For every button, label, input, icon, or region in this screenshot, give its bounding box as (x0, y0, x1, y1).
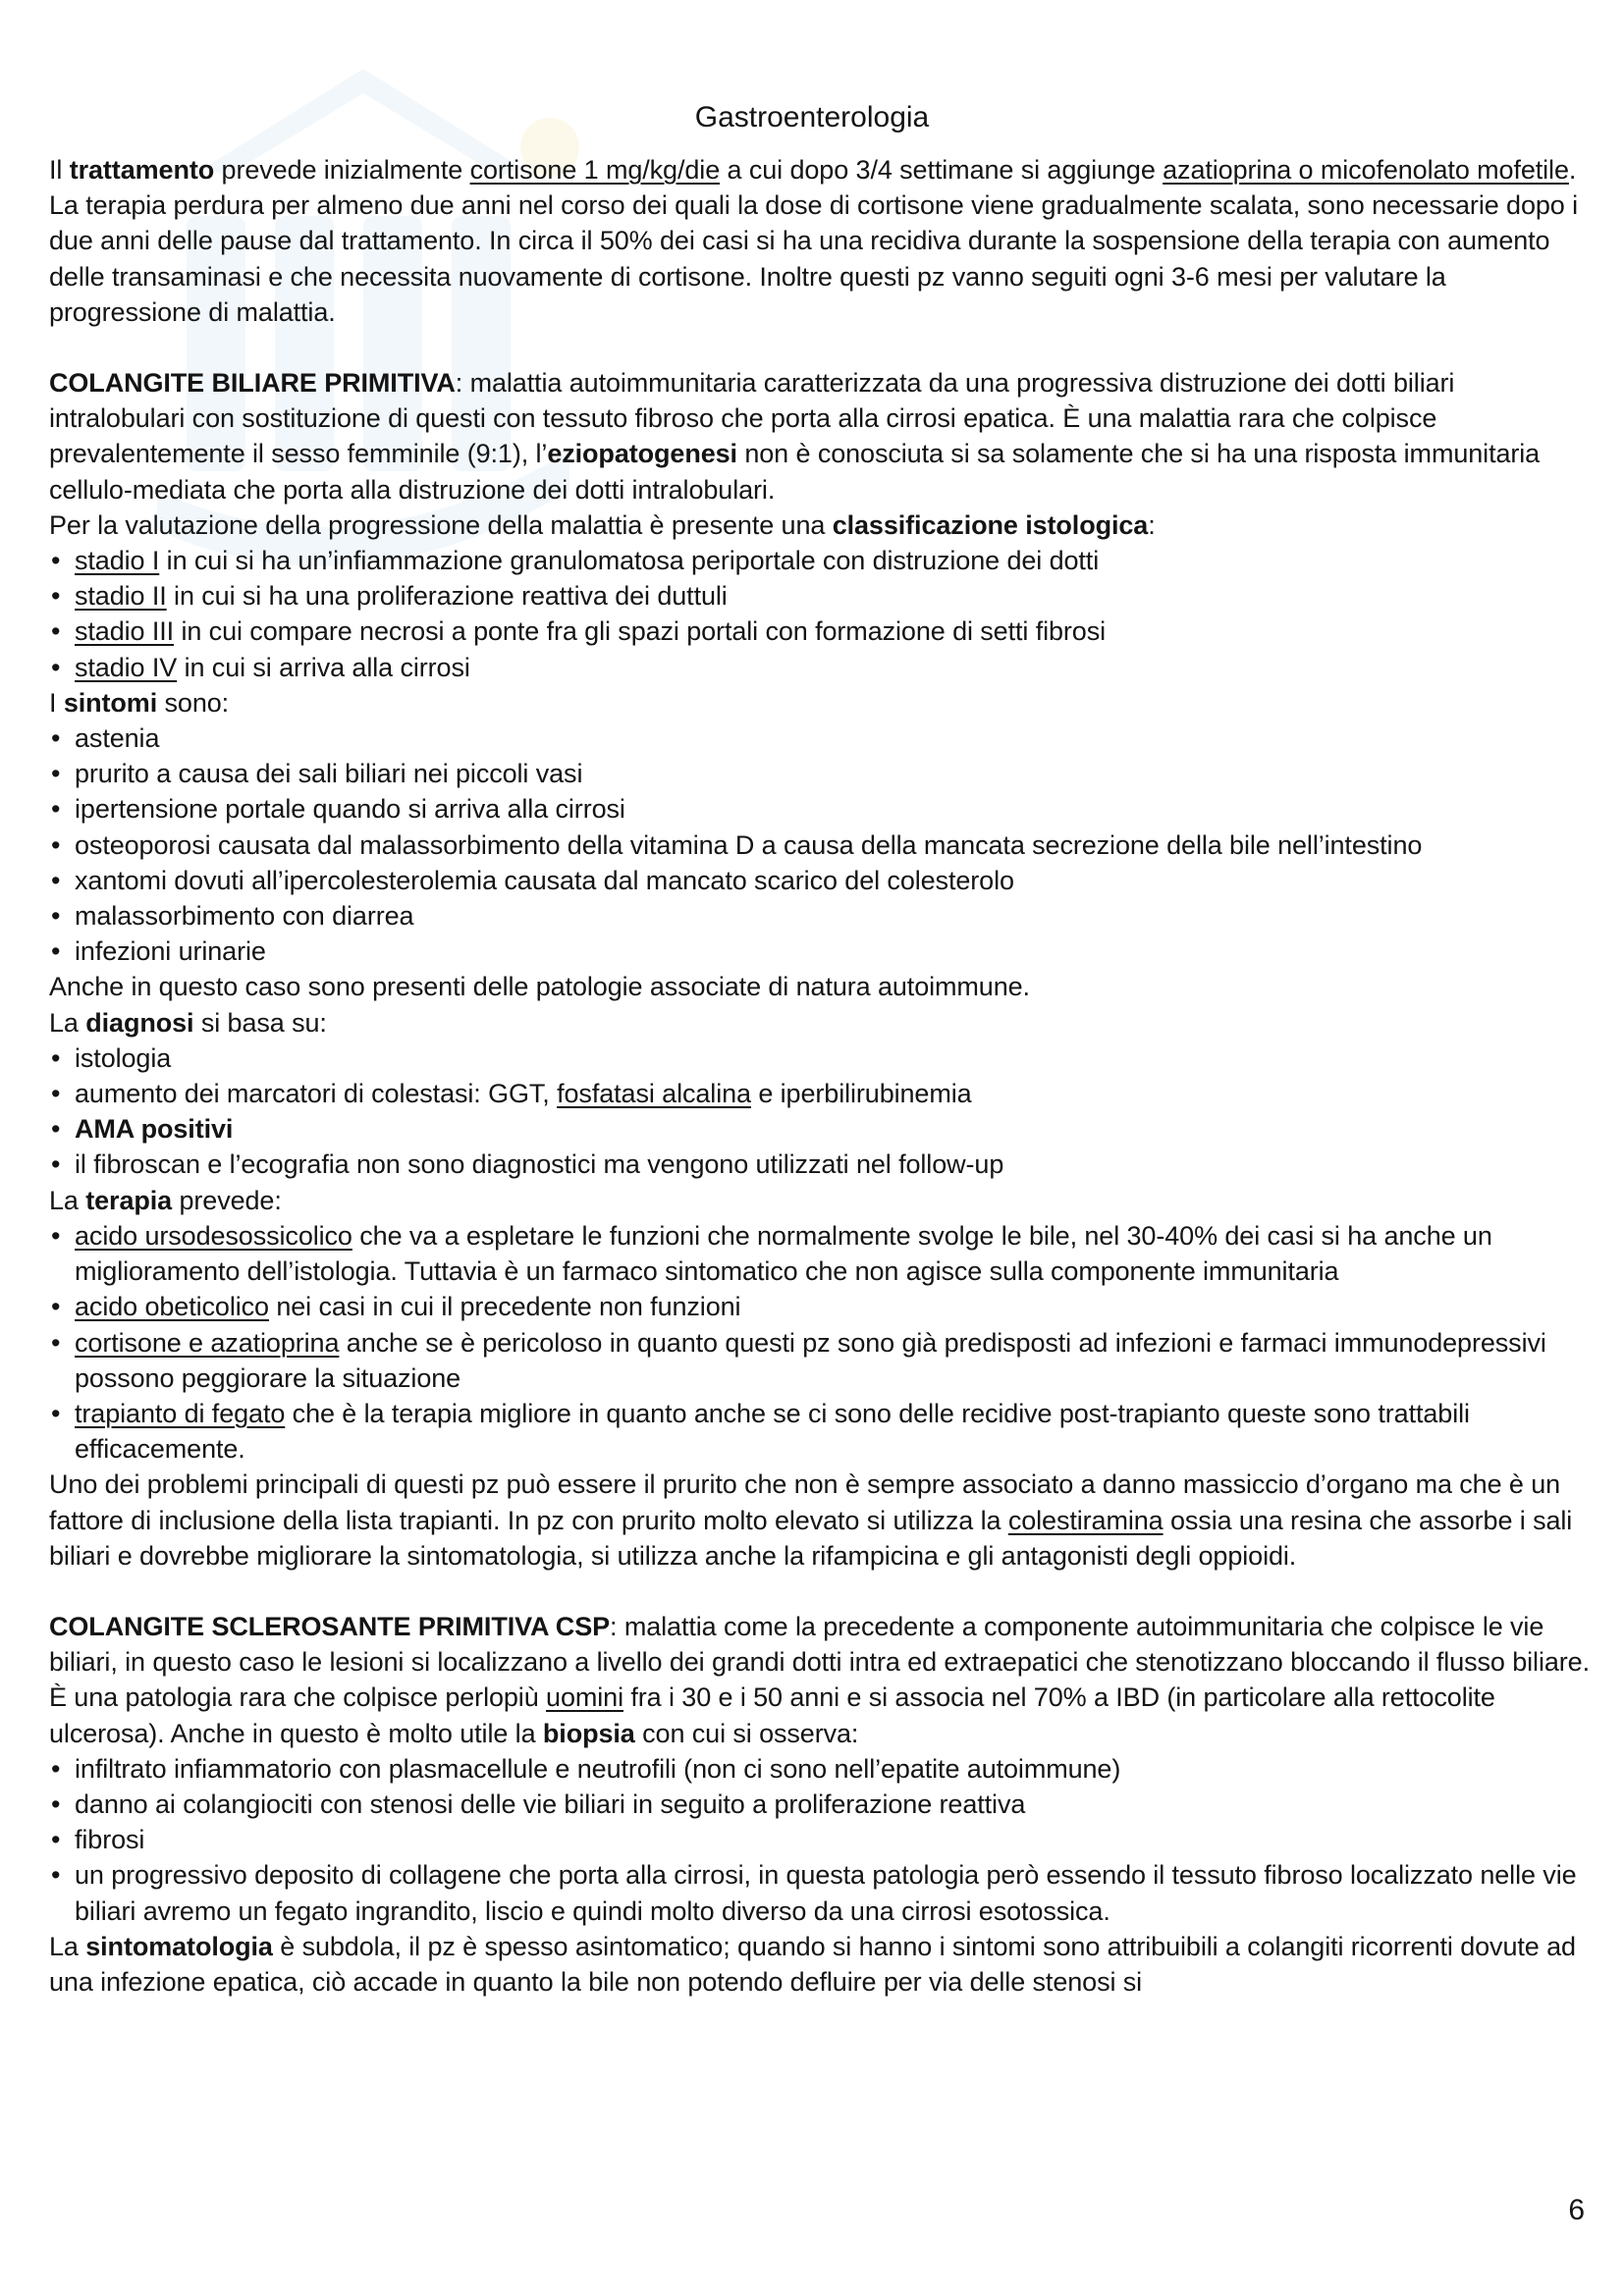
term-colestiramina: colestiramina (1007, 1505, 1164, 1535)
list-biopsia (49, 1751, 1591, 1929)
paragraph-prurito: Uno dei problemi principali di questi pz può essere il prurito che non è sempre associato a danno massiccio d’organo ma che è un fattore di inclusione della lista trapianti. In pz con prurito molto elevato si utilizza la colestiramina ossia una resina che assorbe i sali biliari e dovrebbe migliorare la sintomatologia, si utilizza anche la rifampicina e gli antagonisti degli oppioidi. (49, 1469, 1573, 1571)
paragraph-diagnosi: La diagnosi si basa su: (49, 1007, 327, 1038)
paragraph-terapia: La terapia prevede: (49, 1185, 282, 1215)
list-sintomi (49, 721, 1591, 969)
term-sintomatologia: sintomatologia (85, 1931, 273, 1961)
section-title-cbp: COLANGITE BILIARE PRIMITIVA (49, 368, 456, 399)
paragraph-sintomi: I sintomi sono: (49, 687, 230, 718)
list-item: • prurito a causa dei sali biliari nei piccoli vasi (49, 756, 1591, 791)
page-header: Gastroenterologia (694, 101, 930, 133)
list-item: • stadio III in cui compare necrosi a ponte fra gli spazi portali con formazione di setti fibrosi (49, 614, 1591, 649)
page-number: 6 (1568, 2194, 1585, 2226)
paragraph-sintomatologia: La sintomatologia è subdola, il pz è spesso asintomatico; quando si hanno i sintomi sono attribuibili a colangiti ricorrenti dovute ad una infezione epatica, ciò accade in quanto la bile non potendo defluire per via delle stenosi si (49, 1931, 1576, 1997)
list-item: • xantomi dovuti all’ipercolesterolemia causata dal mancato scarico del colesterolo (49, 863, 1591, 898)
list-item: • fibrosi (49, 1822, 1591, 1857)
list-item: • un progressivo deposito di collagene che porta alla cirrosi, in questa patologia però essendo il tessuto fibroso localizzato nelle vie biliari avremo un fegato ingrandito, liscio e quindi molto diverso da una cirrosi esotossica. (49, 1857, 1591, 1928)
list-item: • malassorbimento con diarrea (49, 898, 1591, 934)
term-azatioprina: azatioprina o micofenolato mofetile (1163, 155, 1569, 185)
list-item: • acido obeticolico nei casi in cui il precedente non funzioni (49, 1289, 1591, 1324)
list-item: • ipertensione portale quando si arriva alla cirrosi (49, 791, 1591, 827)
section-title-csp: COLANGITE SCLEROSANTE PRIMITIVA CSP (49, 1611, 611, 1641)
list-stadi (49, 543, 1591, 685)
list-diagnosi (49, 1041, 1591, 1183)
term-trattamento: trattamento (69, 155, 215, 185)
list-item: • aumento dei marcatori di colestasi: GGT, fosfatasi alcalina e iperbilirubinemia (49, 1076, 1591, 1111)
term-diagnosi: diagnosi (85, 1007, 194, 1038)
list-item: • istologia (49, 1041, 1591, 1076)
list-item: • trapianto di fegato che è la terapia migliore in quanto anche se ci sono delle recidive post-trapianto queste sono trattabili efficacemente. (49, 1396, 1591, 1467)
paragraph-classificazione: Per la valutazione della progressione della malattia è presente una classificazione istologica: (49, 509, 1156, 540)
term-biopsia: biopsia (542, 1718, 635, 1748)
spacer (49, 330, 1591, 365)
paragraph-trattamento: Il trattamento prevede inizialmente cortisone 1 mg/kg/die a cui dopo 3/4 settimane si aggiunge azatioprina o micofenolato mofetile. La terapia perdura per almeno due anni nel corso dei quali la dose di cortisone viene gradualmente scalata, sono necessarie dopo i due anni delle pause dal trattamento. In circa il 50% dei casi si ha una recidiva durante la sospensione della terapia con aumento delle transaminasi e che necessita nuovamente di cortisone. Inoltre questi pz vanno seguiti ogni 3-6 mesi per valutare la progressione di malattia. (49, 155, 1579, 327)
paragraph-csp-intro: COLANGITE SCLEROSANTE PRIMITIVA CSP: malattia come la precedente a componente autoimmunitaria che colpisce le vie biliari, in questo caso le lesioni si localizzano a livello dei grandi dotti intra ed extraepatici che stenotizzano bloccando il flusso biliare. È una patologia rara che colpisce perlopiù uomini fra i 30 e i 50 anni e si associa nel 70% a IBD (in particolare alla rettocolite ulcerosa). Anche in questo è molto utile la biopsia con cui si osserva: (49, 1611, 1590, 1748)
term-classificazione: classificazione istologica (832, 509, 1149, 540)
term-sintomi: sintomi (63, 687, 158, 718)
paragraph-cbp-intro: COLANGITE BILIARE PRIMITIVA: malattia autoimmunitaria caratterizzata da una progressiva distruzione dei dotti biliari intralobulari con sostituzione di questi con tessuto fibroso che porta alla cirrosi epatica. È una malattia rara che colpisce prevalentemente il sesso femminile (9:1), l’eziopatogenesi non è conosciuta si sa solamente che si ha una risposta immunitaria cellulo-mediata che porta alla distruzione dei dotti intralobulari. (49, 368, 1541, 505)
term-uomini: uomini (546, 1682, 623, 1713)
list-item: • cortisone e azatioprina anche se è pericoloso in quanto questi pz sono già predisposti ad infezioni e farmaci immunodepressivi possono peggiorare la situazione (49, 1325, 1591, 1396)
list-item: • stadio IV in cui si arriva alla cirrosi (49, 650, 1591, 685)
list-item: • astenia (49, 721, 1591, 756)
paragraph-associate: Anche in questo caso sono presenti delle patologie associate di natura autoimmune. (49, 972, 1030, 1002)
list-item: • infiltrato infiammatorio con plasmacellule e neutrofili (non ci sono nell’epatite autoimmune) (49, 1751, 1591, 1787)
list-item: • stadio II in cui si ha una proliferazione reattiva dei duttuli (49, 578, 1591, 614)
list-item: • acido ursodesossicolico che va a espletare le funzioni che normalmente svolge le bile, nel 30-40% dei casi si ha anche un miglioramento dell’istologia. Tuttavia è un farmaco sintomatico che non agisce sulla componente immunitaria (49, 1218, 1591, 1289)
list-terapie (49, 1218, 1591, 1467)
term-terapia: terapia (85, 1185, 173, 1215)
list-item: • il fibroscan e l’ecografia non sono diagnostici ma vengono utilizzati nel follow-up (49, 1147, 1591, 1182)
document-body (49, 152, 1591, 2000)
term-eziopatogenesi: eziopatogenesi (547, 439, 737, 469)
list-item: • AMA positivi (49, 1111, 1591, 1147)
list-item: • stadio I in cui si ha un’infiammazione granulomatosa periportale con distruzione dei dotti (49, 543, 1591, 578)
list-item: • infezioni urinarie (49, 934, 1591, 969)
spacer (49, 1574, 1591, 1609)
term-cortisone-dose: cortisone 1 mg/kg/die (469, 155, 721, 185)
list-item: • danno ai colangiociti con stenosi delle vie biliari in seguito a proliferazione reattiva (49, 1787, 1591, 1822)
list-item: • osteoporosi causata dal malassorbimento della vitamina D a causa della mancata secrezione della bile nell’intestino (49, 828, 1591, 863)
